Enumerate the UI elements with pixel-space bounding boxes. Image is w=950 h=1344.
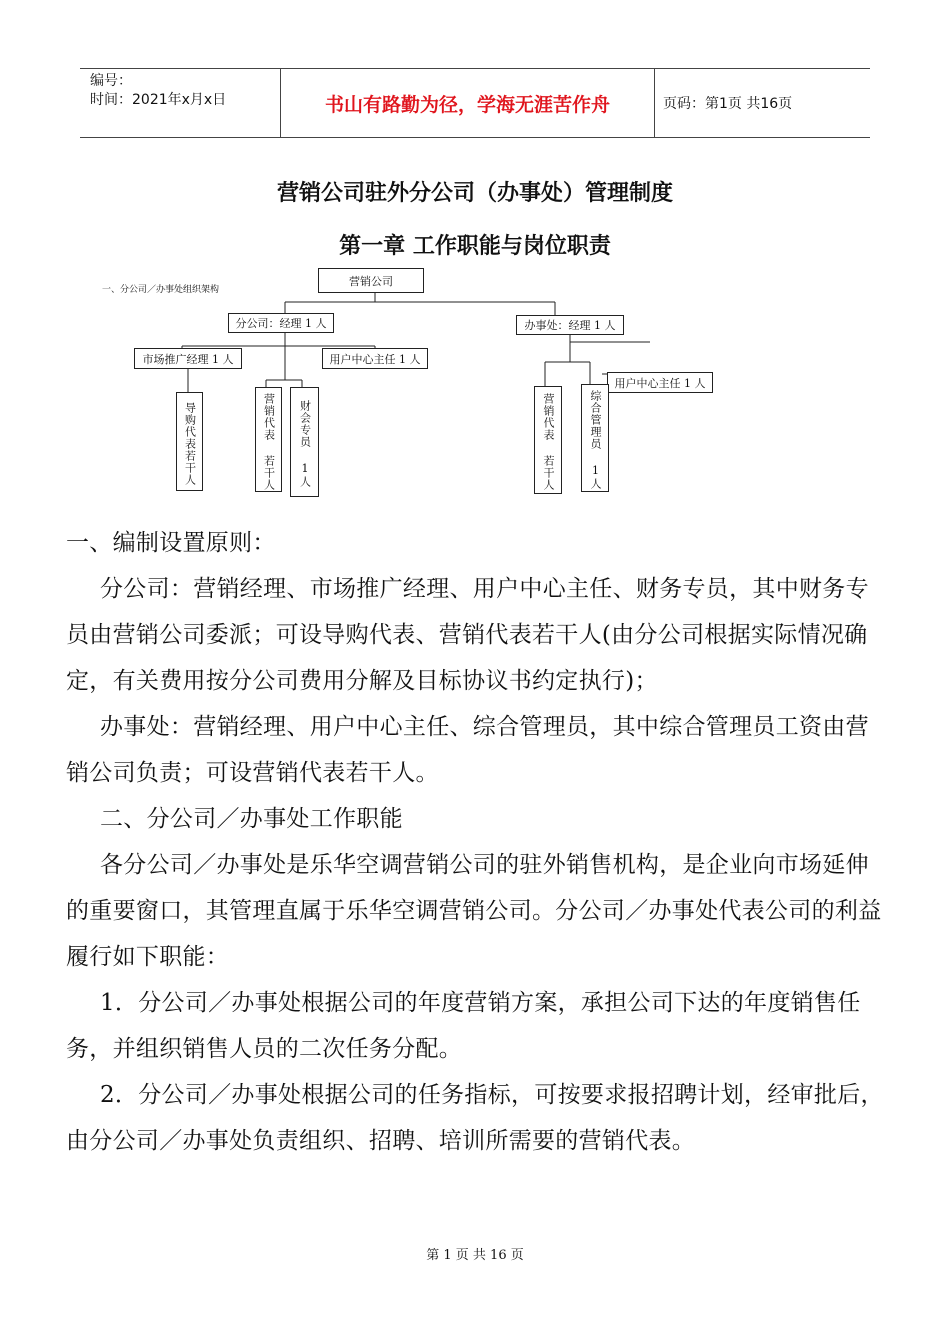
page-header — [80, 68, 870, 138]
list-item-2: 2．分公司／办事处根据公司的任务指标，可按要求报招聘计划，经审批后，由分公司／办事处负责组织、招聘、培训所需要的营销代表。 — [66, 1082, 884, 1154]
org-chart-caption: 一、分公司／办事处组织架构 — [102, 285, 220, 295]
paragraph-branch: 分公司：营销经理、市场推广经理、用户中心主任、财务专员，其中财务专员由营销公司委派；可设导购代表、营销代表若干人(由分公司根据实际情况确定，有关费用按分公司费用分解及目标协议书约定执行)； — [66, 576, 869, 694]
page-footer: 第 1 页 共 16 页 — [426, 1248, 524, 1263]
number-label: 编号： — [90, 73, 132, 89]
org-finance-box: 财会专员 1人 — [290, 387, 319, 497]
org-office-user-center-box: 用户中心主任 1 人 — [607, 372, 713, 393]
org-admin-box: 综合管理员 1人 — [581, 384, 609, 492]
org-office-sales-box: 营销代表 若干人 — [534, 386, 562, 494]
org-branch-box: 分公司：经理 1 人 — [228, 313, 334, 333]
document-title: 营销公司驻外分公司（办事处）管理制度 — [276, 181, 673, 206]
org-shopping-guide-box: 导购代表若干人 — [176, 392, 203, 491]
paragraph-office: 办事处：营销经理、用户中心主任、综合管理员，其中综合管理员工资由营销公司负责；可设营销代表若干人。 — [66, 714, 869, 786]
org-market-manager-box: 市场推广经理 1 人 — [134, 348, 242, 369]
org-office-box: 办事处：经理 1 人 — [516, 315, 624, 335]
date-label: 时间：2021年x月x日 — [90, 92, 227, 108]
org-root-box: 营销公司 — [318, 268, 424, 293]
org-branch-user-center-box: 用户中心主任 1 人 — [322, 348, 428, 369]
paragraph-functions: 各分公司／办事处是乐华空调营销公司的驻外销售机构，是企业向市场延伸的重要窗口，其管理直属于乐华空调营销公司。分公司／办事处代表公司的利益履行如下职能： — [66, 852, 882, 970]
motto: 书山有路勤为径，学海无涯苦作舟 — [280, 69, 655, 137]
org-branch-sales-box: 营销代表 若干人 — [255, 387, 282, 492]
chapter-title: 第一章 工作职能与岗位职责 — [339, 234, 611, 259]
body-content — [66, 520, 886, 1164]
header-meta — [80, 69, 280, 137]
page-info: 页码：第1页 共16页 — [663, 96, 793, 112]
list-item-1: 1．分公司／办事处根据公司的年度营销方案，承担公司下达的年度销售任务，并组织销售人员的二次任务分配。 — [66, 990, 861, 1062]
org-chart — [90, 262, 730, 507]
section-1-heading: 一、编制设置原则： — [66, 530, 276, 556]
section-2-heading: 二、分公司／办事处工作职能 — [100, 806, 403, 832]
